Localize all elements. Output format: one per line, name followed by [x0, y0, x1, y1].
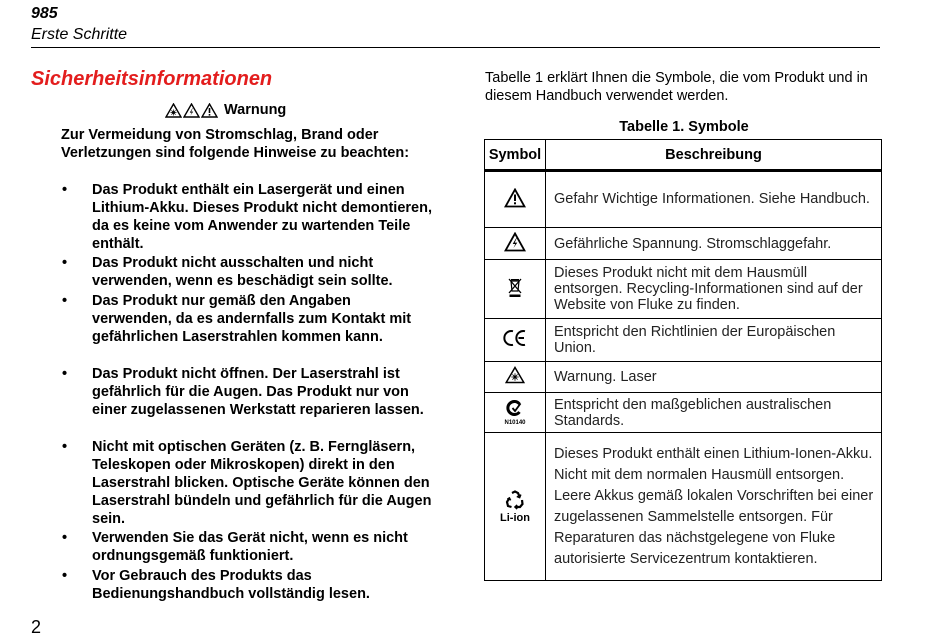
table-row — [485, 433, 882, 581]
warning-icons — [165, 103, 218, 118]
description-cell: Warnung. Laser — [546, 362, 882, 393]
table-row — [485, 393, 882, 433]
symbol-cell — [485, 260, 546, 319]
bullet-text: Verwenden Sie das Gerät nicht, wenn es nicht ordnungsgemäß funktioniert. — [92, 530, 408, 564]
symbol-cell — [485, 228, 546, 260]
c-tick-icon — [506, 400, 524, 416]
table-header-row — [485, 140, 882, 171]
symbol-cell — [485, 319, 546, 362]
bullet-text: Das Produkt nur gemäß den Angaben verwenden, da es andernfalls zum Kontakt mit gefährlichen Laserstrahlen kommen kann. — [92, 293, 412, 345]
chapter-title: Erste Schritte — [31, 26, 128, 43]
bullet-text: Das Produkt nicht ausschalten und nicht verwenden, wenn es beschädigt sein sollte. — [92, 255, 393, 289]
warning-bullet: • Das Produkt nicht öffnen. Der Laserstrahl ist gefährlich für die Augen. Das Produkt nur von einer zugelassenen Werkstatt reparieren lassen. — [62, 366, 424, 418]
table-intro: Tabelle 1 erklärt Ihnen die Symbole, die vom Produkt und in diesem Handbuch verwendet werden. — [485, 70, 868, 104]
warning-bullet: • Verwenden Sie das Gerät nicht, wenn es nicht ordnungsgemäß funktioniert. — [62, 530, 408, 564]
description-cell: Entspricht den Richtlinien der Europäischen Union. — [546, 319, 882, 362]
warning-bullet: • Das Produkt nur gemäß den Angaben verwenden, da es andernfalls zum Kontakt mit gefährlichen Laserstrahlen kommen kann. — [62, 293, 412, 345]
warning-heading — [165, 102, 286, 118]
table-row — [485, 228, 882, 260]
manual-model-number: 985 — [31, 5, 58, 22]
description-cell: Dieses Produkt nicht mit dem Hausmüll entsorgen. Recycling-Informationen sind auf der Website von Fluke zu finden. — [546, 260, 882, 319]
header-rule — [31, 47, 880, 48]
warning-label: Warnung — [224, 102, 287, 118]
symbol-cell — [485, 171, 546, 228]
section-title: Sicherheitsinformationen — [31, 68, 273, 90]
warning-triangle-icon — [201, 103, 218, 118]
ce-mark-icon — [502, 329, 528, 347]
description-cell: Entspricht den maßgeblichen australischen Standards. — [546, 393, 882, 433]
column-header-description: Beschreibung — [546, 140, 882, 171]
weee-bin-icon — [507, 276, 523, 298]
description-cell: Gefahr Wichtige Informationen. Siehe Handbuch. — [546, 171, 882, 228]
bullet-text: Das Produkt nicht öffnen. Der Laserstrahl ist gefährlich für die Augen. Das Produkt nur von einer zugelassenen Werkstatt reparieren lassen. — [92, 366, 424, 418]
c-tick-label: N10140 — [504, 419, 526, 426]
page-number: 2 — [31, 617, 42, 637]
description-cell: Dieses Produkt enthält einen Lithium-Ionen-Akku. Nicht mit dem normalen Hausmüll entsorgen. Leere Akkus gemäß lokalen Vorschriften bei einer zugelassenen Sammelstelle entsorgen. Für Reparaturen das nächstgelegene von Fluke autorisierte Servicezentrum kontaktieren. — [546, 433, 882, 581]
high-voltage-icon — [504, 232, 526, 252]
bullet-text: Nicht mit optischen Geräten (z. B. Ferngläsern, Teleskopen oder Mikroskopen) direkt in den Laserstrahl blicken. Optische Geräte können den Laserstrahl bündeln und gefährlich für die Augen sein. — [92, 439, 432, 527]
symbols-table — [484, 139, 882, 581]
column-header-symbol: Symbol — [485, 140, 546, 171]
laser-warning-icon — [505, 366, 525, 384]
symbol-cell — [485, 433, 546, 581]
table-row — [485, 171, 882, 228]
description-cell: Gefährliche Spannung. Stromschlaggefahr. — [546, 228, 882, 260]
warning-triangle-icon — [504, 188, 526, 208]
warning-bullet: • Das Produkt enthält ein Lasergerät und einen Lithium-Akku. Dieses Produkt nicht demontieren, da es keine vom Anwender zu wartenden Teile enthält. — [62, 182, 432, 252]
warning-intro: Zur Vermeidung von Stromschlag, Brand oder Verletzungen sind folgende Hinweise zu beachten: — [61, 127, 410, 161]
symbol-cell — [485, 362, 546, 393]
warning-bullet: • Vor Gebrauch des Produkts das Bedienungshandbuch vollständig lesen. — [62, 568, 370, 602]
symbol-cell — [485, 393, 546, 433]
table-row — [485, 260, 882, 319]
table-row — [485, 319, 882, 362]
li-ion-label: Li-ion — [500, 511, 530, 524]
table-row — [485, 362, 882, 393]
bullet-text: Vor Gebrauch des Produkts das Bedienungshandbuch vollständig lesen. — [92, 568, 370, 602]
table-caption: Tabelle 1. Symbole — [619, 119, 749, 135]
high-voltage-icon — [183, 103, 200, 118]
li-ion-recycle-icon — [505, 490, 525, 510]
bullet-text: Das Produkt enthält ein Lasergerät und einen Lithium-Akku. Dieses Produkt nicht demontieren, da es keine vom Anwender zu wartenden Teile enthält. — [92, 182, 432, 252]
laser-warning-icon — [165, 103, 182, 118]
warning-bullet: • Nicht mit optischen Geräten (z. B. Ferngläsern, Teleskopen oder Mikroskopen) direkt in den Laserstrahl blicken. Optische Geräte können den Laserstrahl bündeln und gefährlich für die Augen sein. — [62, 439, 432, 527]
warning-bullet: • Das Produkt nicht ausschalten und nicht verwenden, wenn es beschädigt sein sollte. — [62, 255, 393, 289]
